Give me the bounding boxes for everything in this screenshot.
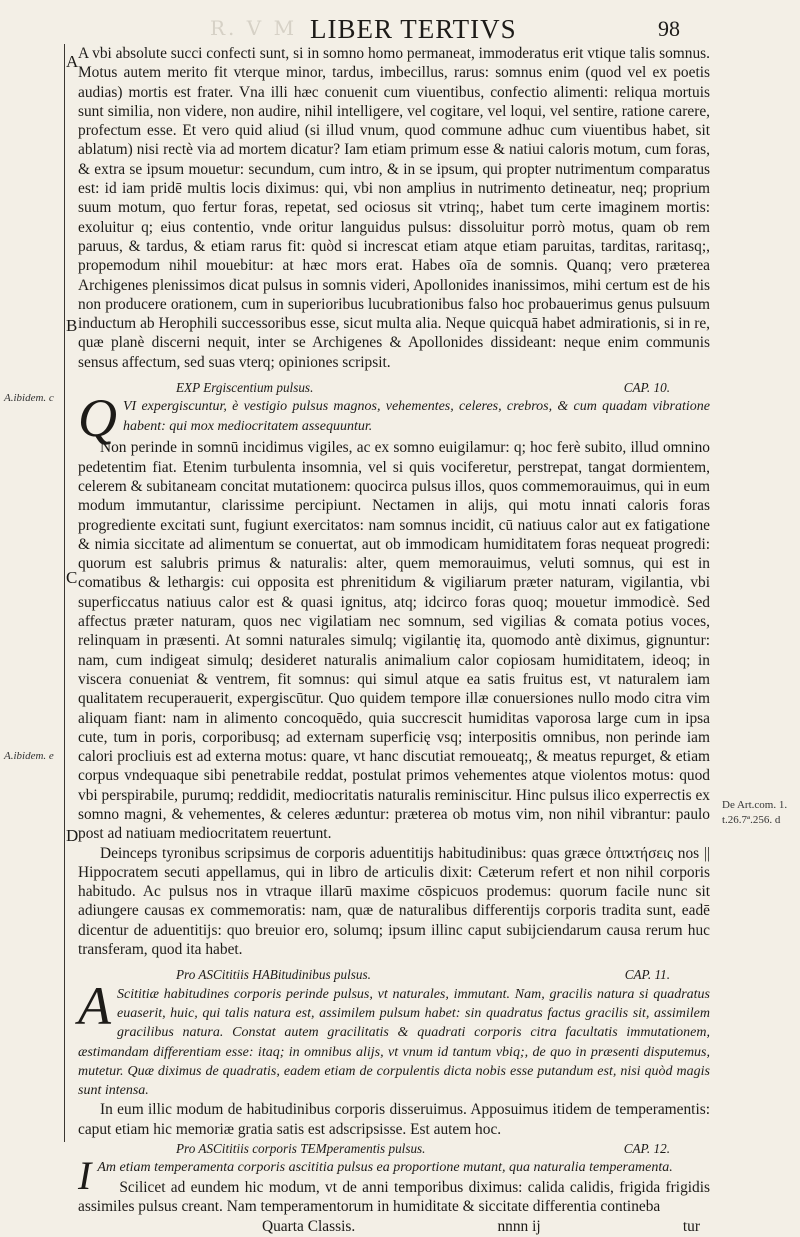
running-title: LIBER TERTIVS	[310, 14, 517, 44]
bleed-through-text: R. V M	[210, 16, 298, 40]
page-footer	[78, 1217, 710, 1236]
margin-note-right-2: t.26.7ª.256. d	[722, 814, 781, 826]
running-head	[0, 6, 800, 42]
chapter-10-heading	[78, 378, 710, 397]
chapter-10-intro-text: VI expergiscuntur, è vestigio pulsus magnos, vehementes, celeres, crebros, & cum quadam vibratione habent: qui mox mediocritatem assequuntur.	[123, 399, 710, 434]
section-letter-c: C	[66, 568, 78, 587]
section-letter-a: A	[66, 52, 79, 71]
paragraph-5: Scilicet ad eundem hic modum, vt de anni temporibus diximus: calida calidis, frigida frigidis assimiles pulsus creant. Nam temperamentorum in humiditate & siccitate differentia contineba	[78, 1178, 710, 1215]
folio-number: 98	[658, 16, 680, 41]
chapter-11-title: Pro ASCititiis HABitudinibus pulsus.	[176, 967, 371, 983]
paragraph-3: Deinceps tyronibus scripsimus de corporis aduentitijs habitudinibus: quas græce ὀπιϰτήσεις nos || Hippocratem secuti appellamus, qui in libro de articulis dixit: Cæterum refert et non nihil corporis habitudo. Ac pulsus nos in vtraque illarū maxime cōspicuos prodemus: quorum facile nunc sit adiungere causas ex commemoratis: nam, quæ de naturalibus differentijs corporis tradita sunt, eadē dicentur de aduentitijs: quo breuior ero, solumq; ipsum illinc caput subijciendarum causa rerum huc transferam, quod ita habet.	[78, 844, 710, 959]
chapter-11-dropcap: A	[78, 975, 111, 1036]
chapter-12-title: Pro ASCititiis corporis TEMperamentis pulsus.	[176, 1141, 426, 1157]
column-rule	[64, 44, 65, 1142]
chapter-11-heading	[78, 965, 710, 984]
margin-note-left-1: A.ibidem. c	[4, 392, 54, 404]
signature-title: Quarta Classis.	[262, 1218, 356, 1236]
catchword: tur	[682, 1218, 700, 1236]
text-column	[78, 44, 710, 1237]
margin-note-right-1: De Art.com. 1.	[722, 799, 788, 811]
chapter-10-number: CAP. 10.	[623, 380, 670, 396]
chapter-12-number: CAP. 12.	[623, 1141, 670, 1157]
chapter-12-intro-text: Am etiam temperamenta corporis ascititia pulsus ea proportione mutant, qua naturalia temperamenta.	[97, 1160, 673, 1176]
chapter-10-dropcap: Q	[78, 388, 117, 449]
paragraph-1: A vbi absolute succi confecti sunt, si in somno homo permaneat, immoderatus erit vtique talis somnus. Motus autem merito fit vterque minor, tardus, imbecillus, rarus: somnus enim (quod vel ex poetis audias) mortis est frater. Vna illi hæc conuenit cum viuentibus, confectio alimenti: reliqua mortuis sunt similia, non videre, non audire, nihil intelligere, vel cogitare, vel loqui, vel sentire, ratione carere, profectum esse. Et vero quid aliud (si illud vnum, quod commune adhuc cum viuentibus habet, sit ablatum) nisi rectè via ad mortem dicatur? Iam etiam primum esse & natiui caloris motum, cum foras, & extra se ipsum mouetur: secundum, cum intro, & in se ipsum, qui propter nutrimentum comparatus est: id iam pridē multis locis diximus: qui, vbi non amplius in nutrimento detineatur, neq; proprium suum motum, quo fertur foras, repetat, sed ociosus sit vtrinq;, habet tum certe imaginem mortis: exoluitur q; eius contentio, vnde oritur languidus pulsus: dissoluitur porrò motus, quam ob rem paruus, & tardus, & etiam rarus fit: quòd si increscat etiam atque etiam paruitas, tarditas, raritasq;, propemodum nihil mouebitur: at hæc mors erat. Habes oīa de somnis. Quanq; vero præterea Archigenes plenissimos dicat pulsus in somnis videri, Apollonides inanissimos, mihi certum est de his non producere orationem, cum in superioribus lucubrationibus falso hoc probauerimus genus pulsuum inductum ab Herophili successoribus esse, sicut multa alia. Neque quicquā habet admirationis, si in re, quæ planè discerni nequit, inter se Archigenes & Apollonides dissideant: neque enim communis sensus affectum, sed suas vterq; opiniones scripsit.	[78, 45, 710, 371]
chapter-12-heading	[78, 1139, 710, 1158]
section-letter-d: D	[66, 826, 79, 845]
chapter-10-title: EXP Ergiscentium pulsus.	[176, 380, 314, 396]
signature-mark: nnnn ij	[497, 1218, 541, 1236]
margin-note-left-2: A.ibidem. e	[4, 750, 54, 762]
chapter-11-number: CAP. 11.	[624, 967, 670, 983]
chapter-12-dropcap: I	[78, 1153, 92, 1199]
chapter-11-intro-text: Scititiæ habitudines corporis perinde pulsus, vt naturales, immutant. Nam, gracilis natura si quadratus euaserit, huic, qui talis natura est, assimilem pulsum habet: sin quadratus factus gracilis sit, assimilem gracilibus natura. Constat autem gracilitatis & quadrati corporis citra facultatis immutationem, æstimandam differentiam esse: itaq; in omnibus alijs, vt vnum id tantum vbiq;, de quo in præsenti disputemus, mutetur. Quæ diximus de quadratis, eadem etiam de corpulentis dicta nobis esse putandum est, nisi quòd magis sunt intensa.	[78, 986, 710, 1099]
paragraph-2: Non perinde in somnū incidimus vigiles, ac ex somno euigilamur: q; hoc ferè subito, illud omnino pedetentim fiat. Etenim turbulenta insomnia, vel si quis vociferetur, perstrepat, tangat dormientem, celerem & subitaneam concitat mutationem: quocirca pulsus illos, quos commemorauimus, qui in eum modum immutantur, clarissime percipiunt. Nectamen in alijs, qui motu innati caloris foras progrediente excitati sunt, fugiunt exercitatos: nam somnus incidit, cū natiuus calor aut ex fatigatione & nimia siccitate ad alimentum se conuertat, aut ob immodicam humiditatem foras nequeat progredi: quorum est salubris primus & naturalis: alter, quem memorauimus, veluti somnus, qui est in comatibus & lethargis: cui opposita est phrenitidum & vigiliarum præter naturam, vigilantia, vbi superficcatus natiuus calor est & quasi ignitus, atq; idcirco foras quoq; mouetur immodicè. Sed affectus præter naturam, quos nec vigilatiam nec somnum, sed vigilias & comata potius voces, relinquam in præsenti. At somni naturales simulq; vigilantię ita, quomodo antè diximus, gignuntur: nam, cum indigeat simulq; desideret naturalis animalium calor copiosam humiditatem, ideoq; in viscera conueniat & ventrem, fit somnus: qui simul atque ea satis fruitus est, vt naturalem iam qualitatem recuperauerit, expergiscūtur. Quo quidem tempore illæ conuersiones nullo modo citra vim aliquam fiant: nam in alimento concoquēdo, quia succrescit humiditas vaporosa large cum in ipsa cute, tum in poris, corporibusq; ad externam superficię vsq; interpositis omnibus, non perinde iam calori procliuis est ad externa motus: quare, vt hanc discutiat remoueatq;, & meatus repurget, & etiam corpus vndequaque sibi penetrabile reddat, postulat primos vehementes atque violentos motus: quod vbi perspirabile, purumq; reddidit, mediocritatis naturalis reminiscitur. Hinc pulsus ilico experrectis ex somno magni, & vehementes, & celeres æduntur: præterea ob motus vim, non nihil vibrantur: paulo post ad natiuam mediocritatem reuertunt.	[78, 439, 710, 843]
paragraph-4: In eum illic modum de habitudinibus corporis disseruimus. Apposuimus itidem de temperamentis: caput etiam hic memoriæ gratia satis est adscripsisse. Est autem hoc.	[78, 1101, 710, 1138]
section-letter-b: B	[66, 316, 78, 335]
